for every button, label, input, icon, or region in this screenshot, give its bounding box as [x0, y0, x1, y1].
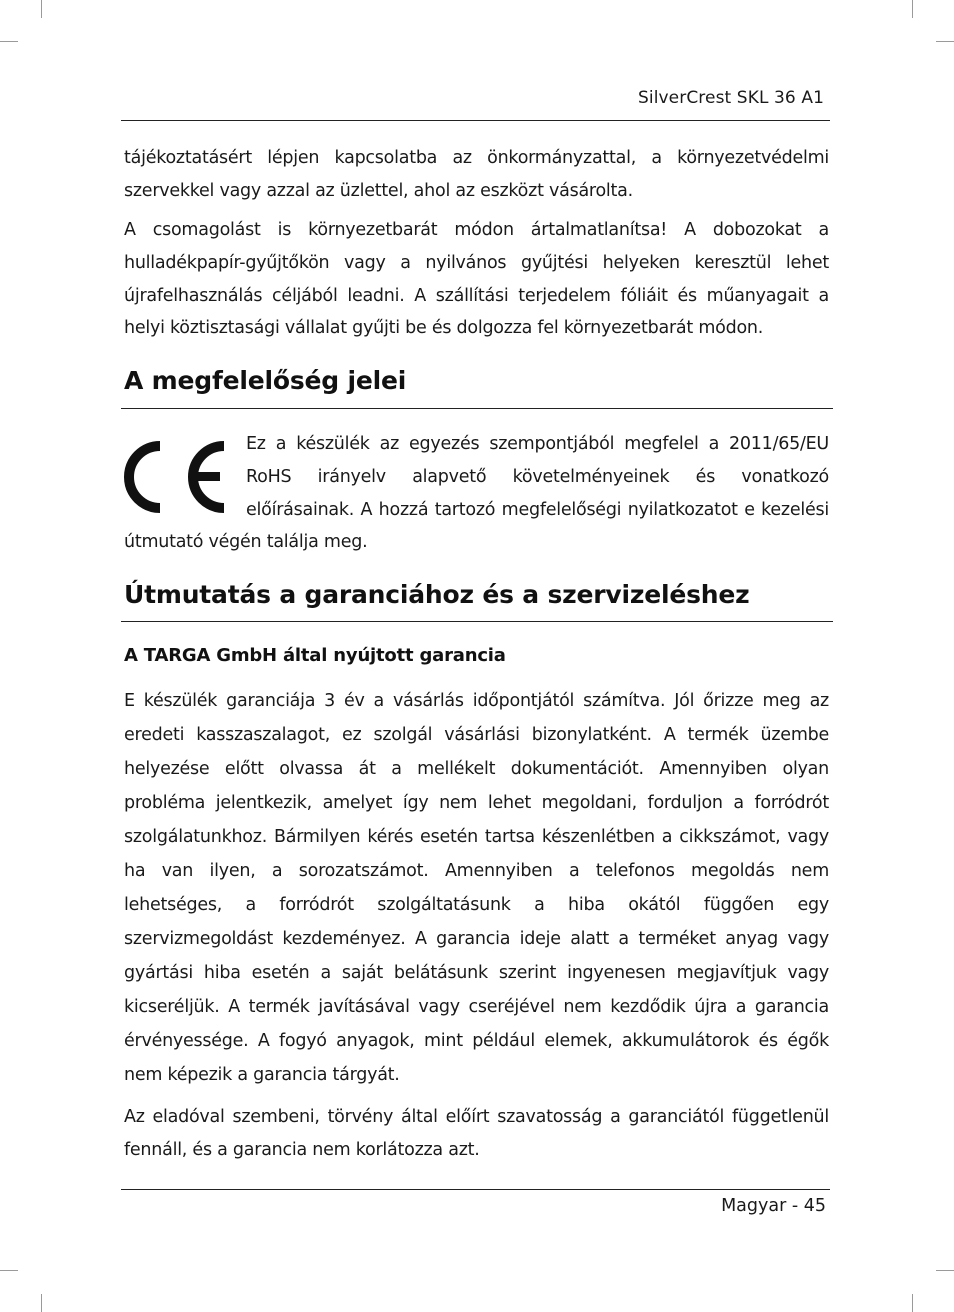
page-number: Magyar - 45	[721, 1196, 826, 1216]
heading-rule	[121, 408, 833, 409]
section-heading-warranty: Útmutatás a garanciához és a szervizeléshez	[124, 580, 750, 609]
paragraph-continuation: tájékoztatásért lépjen kapcsolatba az önkormányzattal, a környezetvédelmi szervekkel vagy azzal az üzlettel, ahol az eszközt vásárolta.	[124, 148, 829, 201]
crop-mark	[912, 0, 913, 18]
paragraph-warranty: E készülék garanciája 3 év a vásárlás időpontjától számítva. Jól őrizze meg az eredeti kasszaszalagot, ez szolgál vásárlási bizonylatként. A termék üzembe helyezése előtt olvassa át a mellékelt dokumentációt. Amennyiben olyan probléma jelentkezik, amelyet így nem lehet megoldani, forduljon a forródrót szolgálatunkhoz. Bármilyen kérés esetén tartsa készenlétben a cikkszámot, vagy ha van ilyen, a sorozatszámot. Amennyiben a telefonos megoldás nem lehetséges, a forródrót szolgáltatásunk a hiba okától függően egy szervizmegoldást kezdeményez. A garancia ideje alatt a terméket anyag vagy gyártási hiba esetén a saját belátásunk szerint ingyenesen megjavítjuk vagy kicseréljük. A termék javításával vagy cseréjével nem kezdődik újra a garancia érvényessége. A fogyó anyagok, mint például elemek, akkumulátorok és égők nem képezik a garancia tárgyát.	[124, 691, 829, 1085]
conformity-block	[124, 428, 829, 559]
crop-mark	[41, 0, 42, 18]
crop-mark	[936, 1270, 954, 1271]
footer-rule	[121, 1189, 830, 1190]
crop-mark	[41, 1294, 42, 1312]
crop-mark	[0, 41, 18, 42]
crop-mark	[0, 1270, 18, 1271]
heading-rule	[121, 621, 833, 622]
crop-mark	[936, 41, 954, 42]
section-heading-conformity: A megfelelőség jelei	[124, 366, 407, 395]
paragraph-seller-liability: Az eladóval szembeni, törvény által előírt szavatosság a garanciától függetlenül fennáll, és a garancia nem korlátozza azt.	[124, 1107, 829, 1160]
subheading-targa-warranty: A TARGA GmbH által nyújtott garancia	[124, 645, 506, 666]
ce-mark-icon	[124, 436, 232, 518]
paragraph-packaging: A csomagolást is környezetbarát módon ártalmatlanítsa! A dobozokat a hulladékpapír-gyűjtőkön vagy a nyilvános gyűjtési helyeken keresztül lehet újrafelhasználás céljából leadni. A szállítási terjedelem fóliáit és műanyagait a helyi köztisztasági vállalat gyűjti be és dolgozza fel környezetbarát módon.	[124, 220, 829, 339]
header-rule	[121, 120, 830, 121]
crop-mark	[912, 1294, 913, 1312]
conformity-text: Ez a készülék az egyezés szempontjából megfelel a 2011/65/EU RoHS irányelv alapvető követelményeinek és vonatkozó előírásainak. A hozzá tartozó megfelelőségi nyilatkozatot e kezelési útmutató végén találja meg.	[124, 434, 829, 553]
running-header: SilverCrest SKL 36 A1	[637, 88, 824, 108]
